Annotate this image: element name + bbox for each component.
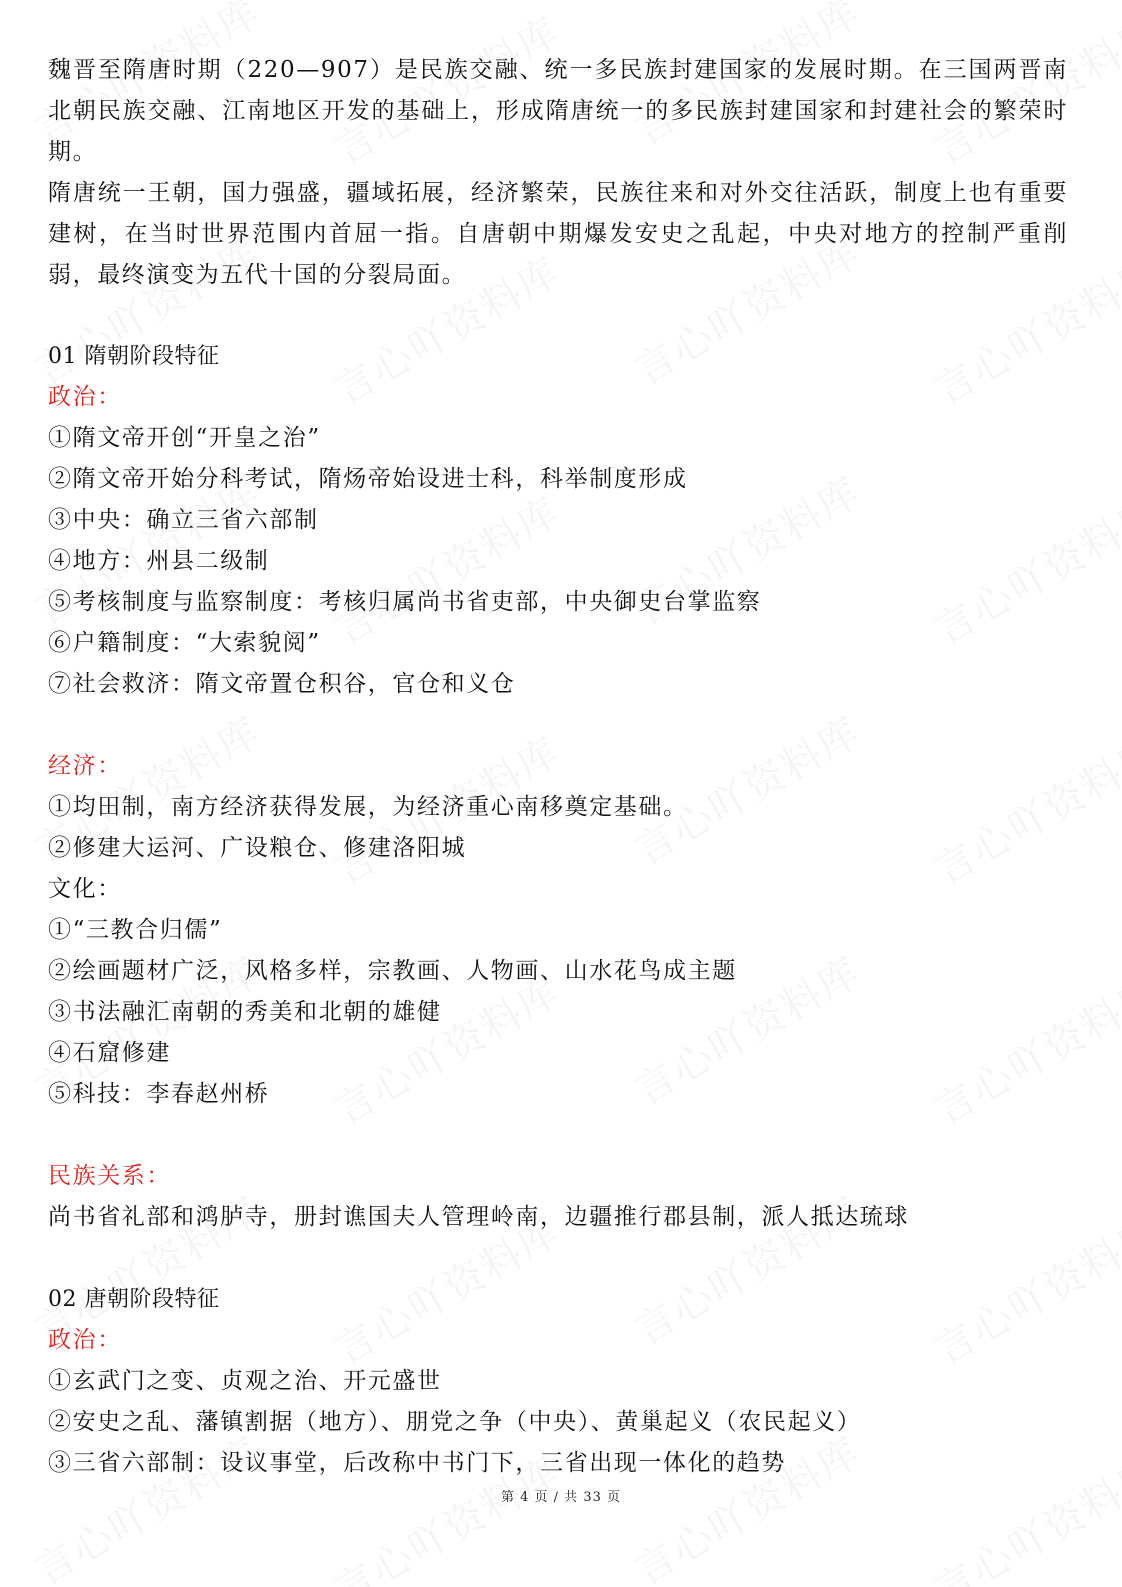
list-item: ⑤考核制度与监察制度：考核归属尚书省吏部，中央御史台掌监察	[48, 589, 762, 615]
list-item: ④地方：州县二级制	[48, 548, 270, 574]
sui-section-title: 01 隋朝阶段特征	[48, 344, 220, 369]
list-item: ③中央：确立三省六部制	[48, 507, 319, 533]
list-item: ②修建大运河、广设粮仓、修建洛阳城	[48, 835, 467, 861]
list-item: ②隋文帝开始分科考试，隋炀帝始设进士科，科举制度形成	[48, 466, 688, 492]
list-item: ②绘画题材广泛，风格多样，宗教画、人物画、山水花鸟成主题	[48, 958, 737, 984]
list-item: ⑦社会救济：隋文帝置仓积谷，官仓和义仓	[48, 671, 516, 697]
list-item: ②安史之乱、藩镇割据（地方）、朋党之争（中央）、黄巢起义（农民起义）	[48, 1409, 862, 1435]
sui-economy-heading: 经济：	[48, 753, 122, 779]
document-body	[48, 50, 1068, 1484]
list-item: ④石窟修建	[48, 1040, 171, 1066]
sui-culture-heading: 文化：	[48, 876, 122, 902]
list-item: ①玄武门之变、贞观之治、开元盛世	[48, 1368, 442, 1394]
intro-paragraph-2: 隋唐统一王朝，国力强盛，疆域拓展，经济繁荣，民族往来和对外交往活跃，制度上也有重要建树，在当时世界范围内首屈一指。自唐朝中期爆发安史之乱起，中央对地方的控制严重削弱，最终演变为五代十国的分裂局面。	[48, 180, 1068, 288]
list-item: ①隋文帝开创“开皇之治”	[48, 425, 321, 451]
list-item: ⑥户籍制度：“大索貌阅”	[48, 630, 321, 656]
sui-politics-heading: 政治：	[48, 384, 122, 410]
list-item: ①均田制，南方经济获得发展，为经济重心南移奠定基础。	[48, 794, 688, 820]
list-item: ③三省六部制：设议事堂，后改称中书门下，三省出现一体化的趋势	[48, 1450, 786, 1476]
list-item: ⑤科技：李春赵州桥	[48, 1081, 270, 1107]
sui-ethnic-heading: 民族关系：	[48, 1163, 171, 1189]
intro-paragraph-1: 魏晋至隋唐时期（220—907）是民族交融、统一多民族封建国家的发展时期。在三国两晋南北朝民族交融、江南地区开发的基础上，形成隋唐统一的多民族封建国家和封建社会的繁荣时期。	[48, 57, 1068, 165]
intro-section	[48, 50, 1068, 296]
list-item: ①“三教合归儒”	[48, 917, 223, 943]
tang-section-title: 02 唐朝阶段特征	[48, 1287, 220, 1312]
page-number-footer: 第 4 页 / 共 33 页	[501, 1490, 621, 1505]
list-item: ③书法融汇南朝的秀美和北朝的雄健	[48, 999, 442, 1025]
tang-politics-heading: 政治：	[48, 1327, 122, 1353]
sui-ethnic-text: 尚书省礼部和鸿胪寺，册封谯国夫人管理岭南，边疆推行郡县制，派人抵达琉球	[48, 1204, 909, 1230]
